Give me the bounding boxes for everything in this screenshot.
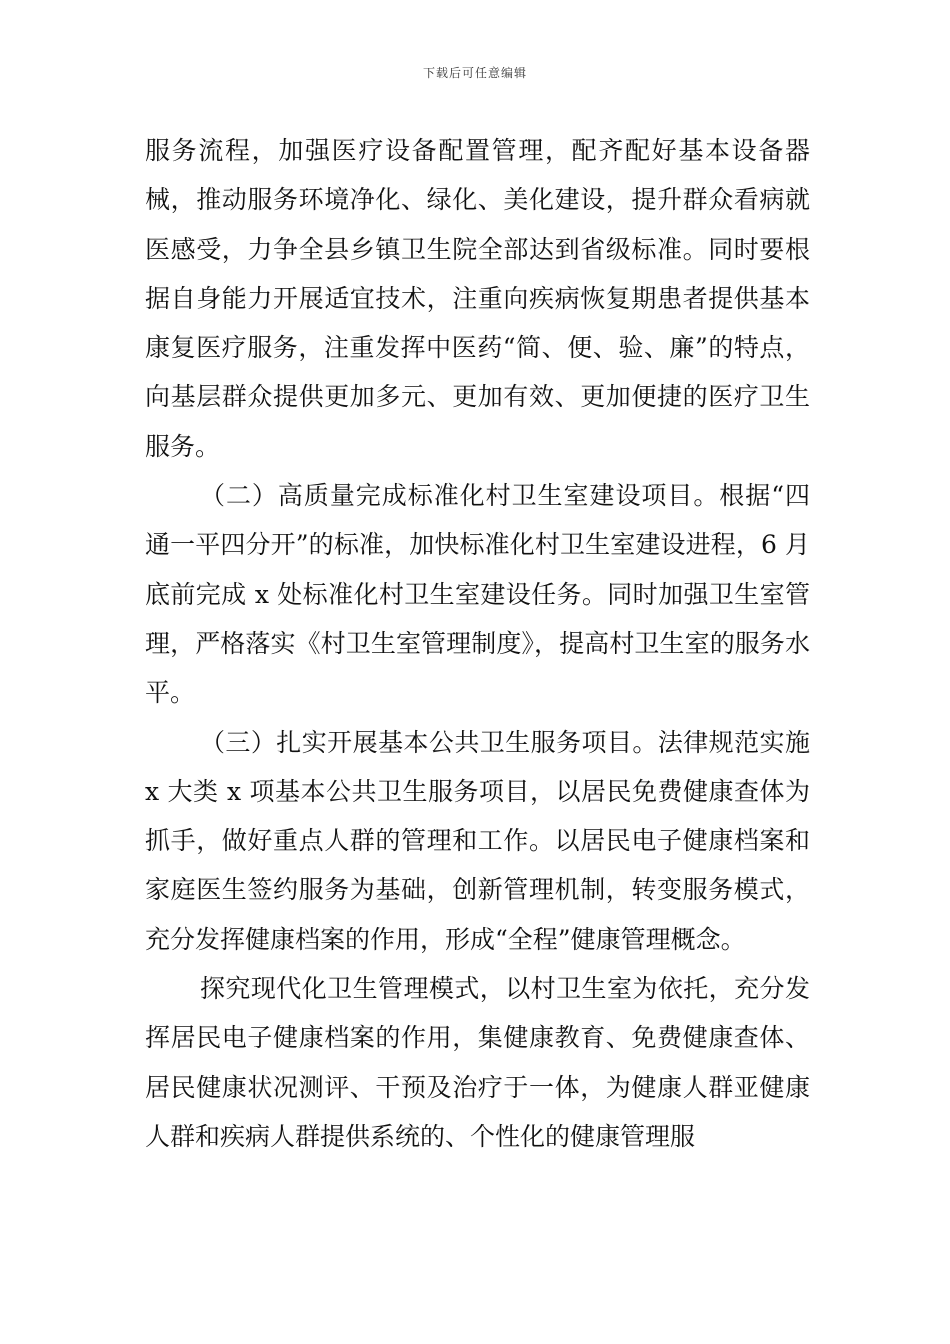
paragraph-1: 服务流程，加强医疗设备配置管理，配齐配好基本设备器械，推动服务环境净化、绿化、美化建设，提升群众看病就医感受，力争全县乡镇卫生院全部达到省级标准。同时要根据自身能力开展适宜技术，注重向疾病恢复期患者提供基本康复医疗服务，注重发挥中医药“简、便、验、廉”的特点，向基层群众提供更加多元、更加有效、更加便捷的医疗卫生服务。: [145, 136, 810, 461]
paragraph-2: （二）高质量完成标准化村卫生室建设项目。根据“四通一平四分开”的标准，加快标准化村卫生室建设进程，6 月底前完成 x 处标准化村卫生室建设任务。同时加强卫生室管理，严格落实《村卫生室管理制度》，提高村卫生室的服务水平。: [145, 481, 810, 708]
paragraph-4: 探究现代化卫生管理模式，以村卫生室为依托，充分发挥居民电子健康档案的作用，集健康教育、免费健康查体、居民健康状况测评、干预及治疗于一体，为健康人群亚健康人群和疾病人群提供系统的、个性化的健康管理服: [145, 974, 810, 1151]
page-header-note: 下载后可任意编辑: [422, 66, 527, 80]
document-body: [145, 126, 810, 1161]
paragraph-3: （三）扎实开展基本公共卫生服务项目。法律规范实施 x 大类 x 项基本公共卫生服务项目，以居民免费健康查体为抓手，做好重点人群的管理和工作。以居民电子健康档案和家庭医生签约服务为基础，创新管理机制，转变服务模式，充分发挥健康档案的作用，形成“全程”健康管理概念。: [145, 727, 810, 954]
